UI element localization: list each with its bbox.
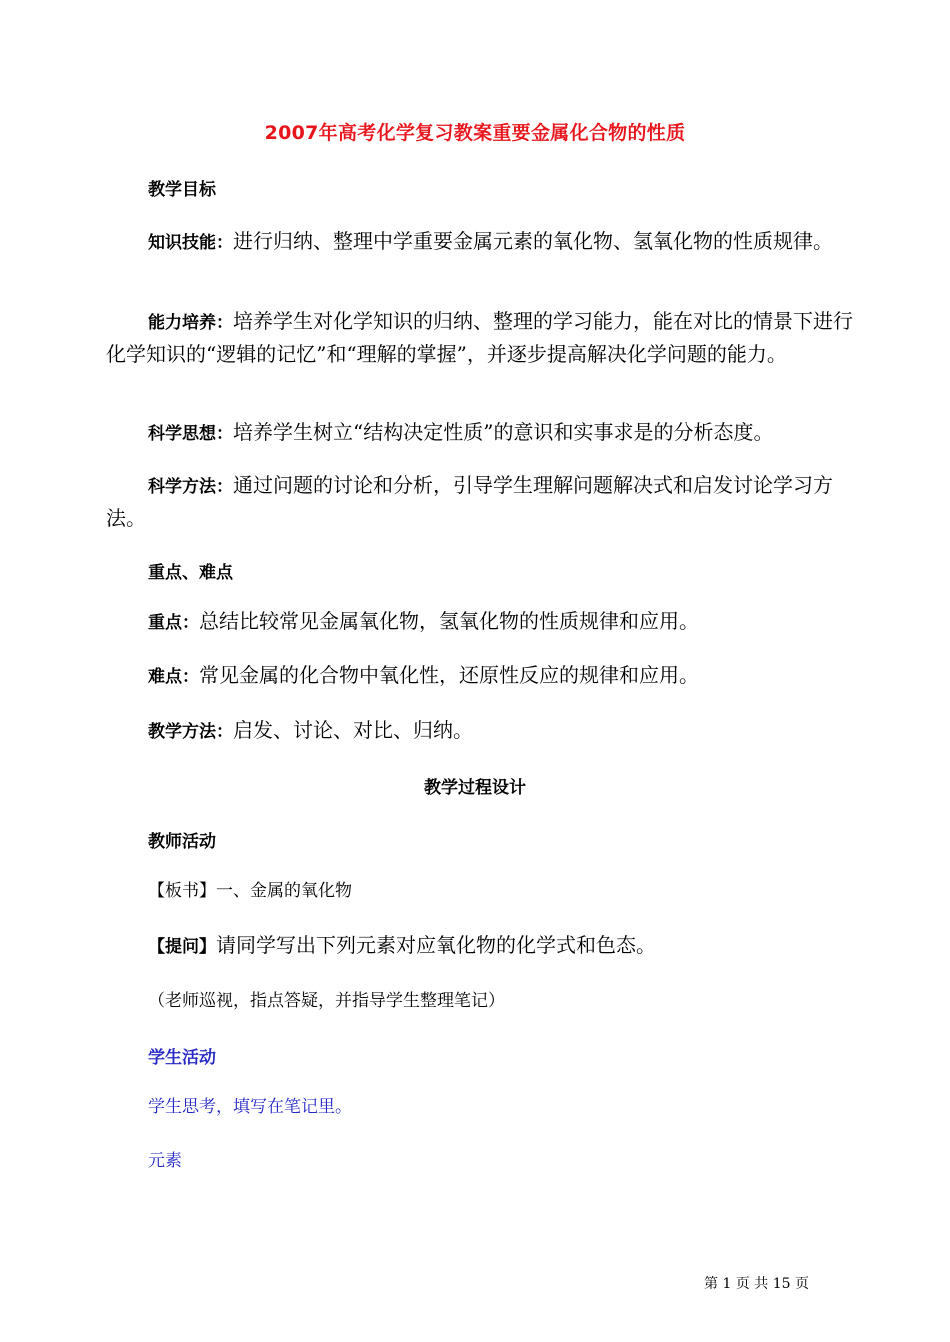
key-heading: 重点、难点	[148, 563, 233, 583]
process-heading: 教学过程设计	[424, 778, 526, 798]
key-point-text: 总结比较常见金属氧化物，氢氧化物的性质规律和应用。	[199, 609, 699, 633]
thinking-paragraph	[106, 417, 854, 450]
question-text: 请同学写出下列元素对应氧化物的化学式和色态。	[216, 933, 656, 957]
board-label: 【板书】	[148, 881, 216, 901]
teaching-method-text: 启发、讨论、对比、归纳。	[233, 718, 473, 742]
method-text: 通过问题的讨论和分析，引导学生理解问题解决式和启发讨论学习方法。	[106, 473, 833, 530]
thinking-label: 科学思想：	[148, 424, 233, 444]
teacher-note: （老师巡视，指点答疑，并指导学生整理笔记）	[148, 991, 505, 1011]
student-heading: 学生活动	[148, 1048, 216, 1068]
ability-paragraph	[106, 306, 854, 370]
knowledge-text: 进行归纳、整理中学重要金属元素的氧化物、氢氧化物的性质规律。	[233, 229, 833, 253]
document-title: 2007年高考化学复习教案重要金属化合物的性质	[264, 122, 686, 144]
method-label: 科学方法：	[148, 477, 233, 497]
thinking-text: 培养学生树立“结构决定性质”的意识和实事求是的分析态度。	[233, 420, 774, 444]
knowledge-label: 知识技能：	[148, 233, 233, 253]
student-text: 学生思考，填写在笔记里。	[148, 1097, 352, 1117]
key-point-line	[148, 606, 699, 638]
board-line	[148, 876, 352, 906]
method-paragraph	[106, 470, 854, 534]
difficult-point-line	[148, 660, 699, 692]
element-label: 元素	[148, 1151, 182, 1171]
question-line	[148, 930, 656, 962]
teacher-heading: 教师活动	[148, 832, 216, 852]
ability-label: 能力培养：	[148, 313, 233, 333]
difficult-point-text: 常见金属的化合物中氧化性，还原性反应的规律和应用。	[199, 663, 699, 687]
teaching-method-label: 教学方法：	[148, 722, 233, 742]
question-label: 【提问】	[148, 937, 216, 957]
knowledge-paragraph	[106, 226, 854, 259]
ability-text: 培养学生对化学知识的归纳、整理的学习能力，能在对比的情景下进行化学知识的“逻辑的记忆”和“理解的掌握”，并逐步提高解决化学问题的能力。	[106, 309, 853, 366]
goals-heading: 教学目标	[148, 180, 216, 200]
difficult-point-label: 难点：	[148, 667, 199, 687]
page-footer: 第 1 页 共 15 页	[704, 1276, 809, 1292]
board-text: 一、金属的氧化物	[216, 881, 352, 901]
key-point-label: 重点：	[148, 613, 199, 633]
teaching-method-line	[148, 715, 473, 747]
